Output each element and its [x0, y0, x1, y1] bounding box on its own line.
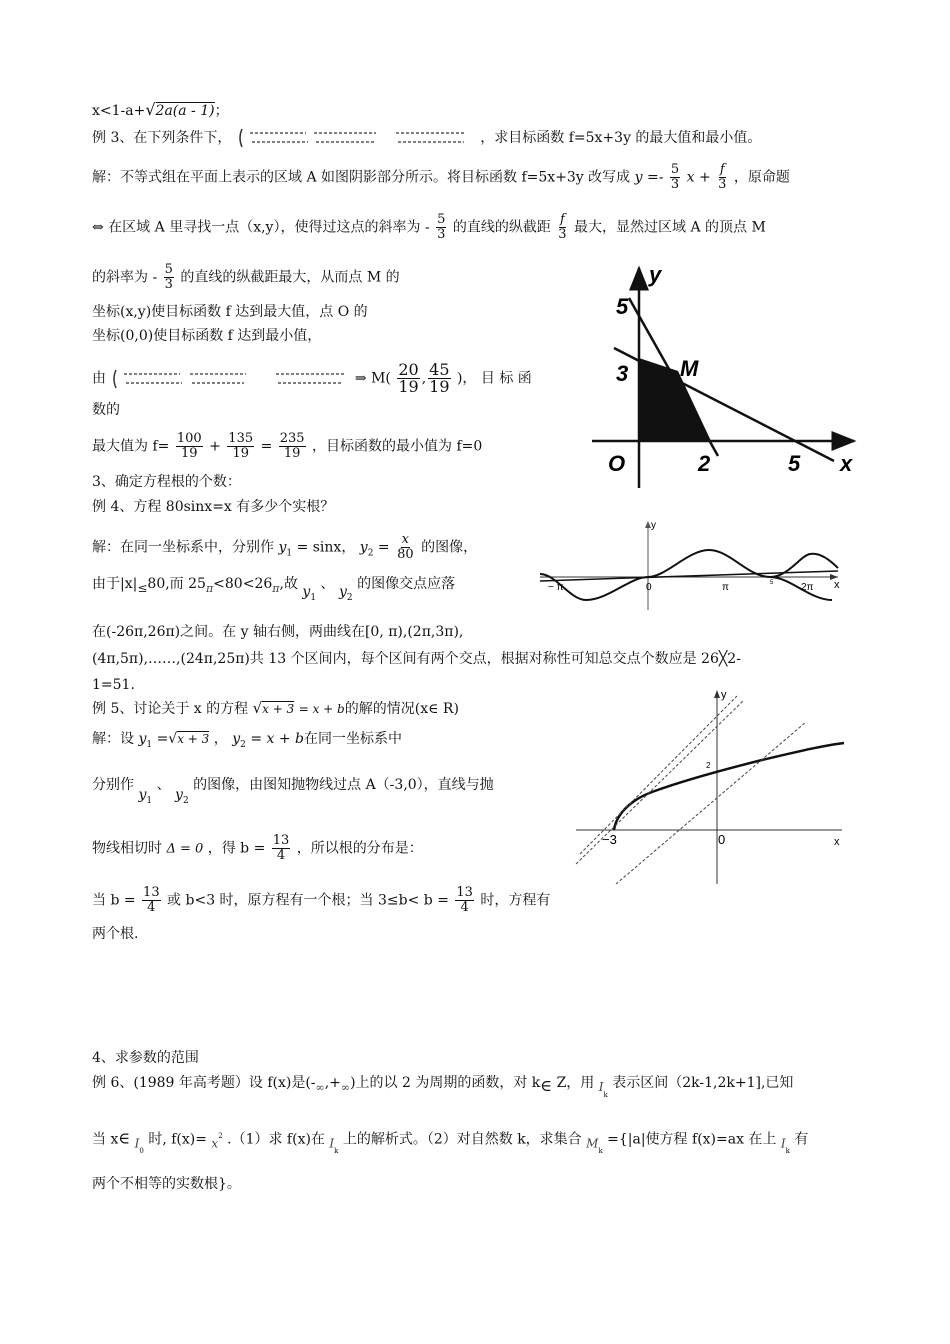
- solution-5-line-3: 物线相切时 Δ = 0 ，得 b = $\frac{13}{4}$ ，所以根的分布是：: [92, 833, 423, 863]
- solution-3-line-4: 坐标(x,y)使目标函数 f 达到最大值，点 O 的: [92, 304, 368, 320]
- line-x-inequality: x<1-a+√2a(a - 1)；: [92, 100, 229, 119]
- section-3-title: 3、确定方程根的个数：: [92, 474, 241, 490]
- figure-sine-and-line: [538, 516, 848, 612]
- svg-text:2π: 2π: [801, 582, 814, 593]
- solution-5-line-1: 解：设 $y_1 =√x + 3$ ， $y_2 = x + b$在同一坐标系中: [92, 731, 402, 750]
- svg-text:π: π: [722, 582, 729, 593]
- label-y: y: [649, 262, 662, 287]
- line-b-low: [616, 722, 806, 884]
- solution-5-line-4: 当 b = $\frac{13}{4}$ 或 b<3 时，原方程有一个根；当 3≤b< b = $\frac{13}{4}$ 时，方程有: [92, 885, 551, 915]
- solution-3-line-8: 最大值为 f= $\frac{100}{19}$ + $\frac{135}{19}$ = $\frac{235}{19}$ ，目标函数的最小值为 f=0: [92, 431, 483, 461]
- label-two: 2: [698, 451, 711, 476]
- figure-sqrt-and-lines: [572, 688, 848, 886]
- label-M: M: [680, 356, 699, 381]
- line-x-over-80: [540, 571, 838, 581]
- solution-5-line-2: 分别作 $y_1$ 、 $y_2$ 的图像，由图知抛物线过点 A（-3,0），直线与抛: [92, 777, 494, 806]
- sine-curve: [540, 550, 838, 600]
- solution-3-line-2: ⇔ 在区域 A 里寻找一点（x,y），使得过这点的斜率为 - $\frac{5}{3}$ 的直线的纵截距 $\frac{f}{3}$ 最大，显然过区域 A 的顶点 M: [92, 212, 766, 242]
- solution-3-line-7: 数的: [92, 402, 120, 418]
- svg-text:0: 0: [646, 582, 652, 593]
- example-6-line-3: 两个不相等的实数根}。: [92, 1176, 241, 1192]
- solution-4-line-3: 在(-26π,26π)之间。在 y 轴右侧，两曲线在[0, π),(2π,3π),: [92, 624, 464, 640]
- example-6-line-1: 例 6、(1989 年高考题）设 f(x)是$(-_\infty,+_\infty)$上的以 2 为周期的函数，对 $k_\in$ Z，用 $_{Ik}$ 表示区间（2k-1,2k+1],已知: [92, 1075, 794, 1099]
- svg-text:x: x: [834, 836, 840, 848]
- figure-linear-programming: [592, 256, 858, 494]
- solution-4-line-1: 解：在同一坐标系中，分别作 $y_1 = \sin x$， $y_2$ = $\frac{x}{80}$ 的图像，: [92, 532, 478, 562]
- label-five-x: 5: [788, 451, 801, 476]
- label-x: x: [840, 451, 853, 476]
- svg-text:5: 5: [770, 580, 774, 586]
- section-4-title: 4、求参数的范围: [92, 1050, 199, 1066]
- svg-text:−3: −3: [602, 832, 617, 847]
- label-three: 3: [616, 361, 629, 386]
- svg-text:y: y: [651, 520, 656, 531]
- equation-system-image: [110, 368, 350, 390]
- svg-text:− π: − π: [548, 582, 564, 593]
- label-O: O: [608, 451, 626, 476]
- inequality-system-image: [236, 127, 476, 149]
- solution-3-line-3: 的斜率为 - $\frac{5}{3}$ 的直线的纵截距最大，从而点 M 的: [92, 262, 400, 292]
- svg-text:0: 0: [718, 832, 726, 847]
- solution-5-line-5: 两个根.: [92, 926, 139, 942]
- svg-text:2: 2: [706, 761, 711, 770]
- solution-4-line-4: (4π,5π),……,(24π,25π)共 13 个区间内，每个区间有两个交点，根据对称性可知总交点个数应是 26╳2-: [92, 651, 741, 667]
- shaded-region-A: [639, 358, 711, 441]
- solution-3-line-5: 坐标(0,0)使目标函数 f 达到最小值，: [92, 328, 322, 344]
- example-5-statement: 例 5、讨论关于 x 的方程 √x + 3 = x + b的解的情况(x∈ R): [92, 699, 459, 717]
- svg-text:y: y: [721, 689, 727, 701]
- solution-4-line-5: 1=51.: [92, 677, 135, 693]
- svg-text:x: x: [834, 579, 840, 591]
- solution-3-line-6: 由 ⇒ M( $\frac{20}{19}$ , $\frac{45}{19}$ )， 目 标 函: [92, 360, 532, 396]
- solution-4-line-2: 由于$|x|_\le 80$,而 $25_\pi<80<26_\pi$,故 $y_1$ 、 $y_2$ 的图像交点应落: [92, 576, 456, 603]
- solution-3-line-1: 解：不等式组在平面上表示的区域 A 如图阴影部分所示。将目标函数 f=5x+3y 改写成 y =- $\frac{5}{3}$ x + $\frac{f}{3}$ ，原命题: [92, 162, 790, 192]
- example-6-line-2: 当 x∈ $_{I0}$ 时, f(x)= $_x^2$ .（1）求 f(x)在 $_{Ik}$ 上的解析式。（2）对自然数 k，求集合 $_{Mk}$ ={|a|使方程 f(x)=ax 在上 $_{Ik}$ 有: [92, 1128, 809, 1156]
- sqrt-curve: [614, 743, 844, 830]
- example-4-statement: 例 4、方程 80sinx=x 有多少个实根？: [92, 499, 335, 515]
- label-five-y: 5: [616, 294, 629, 319]
- example-3-statement: 例 3、在下列条件下， ，求目标函数 f=5x+3y 的最大值和最小值。: [92, 127, 761, 149]
